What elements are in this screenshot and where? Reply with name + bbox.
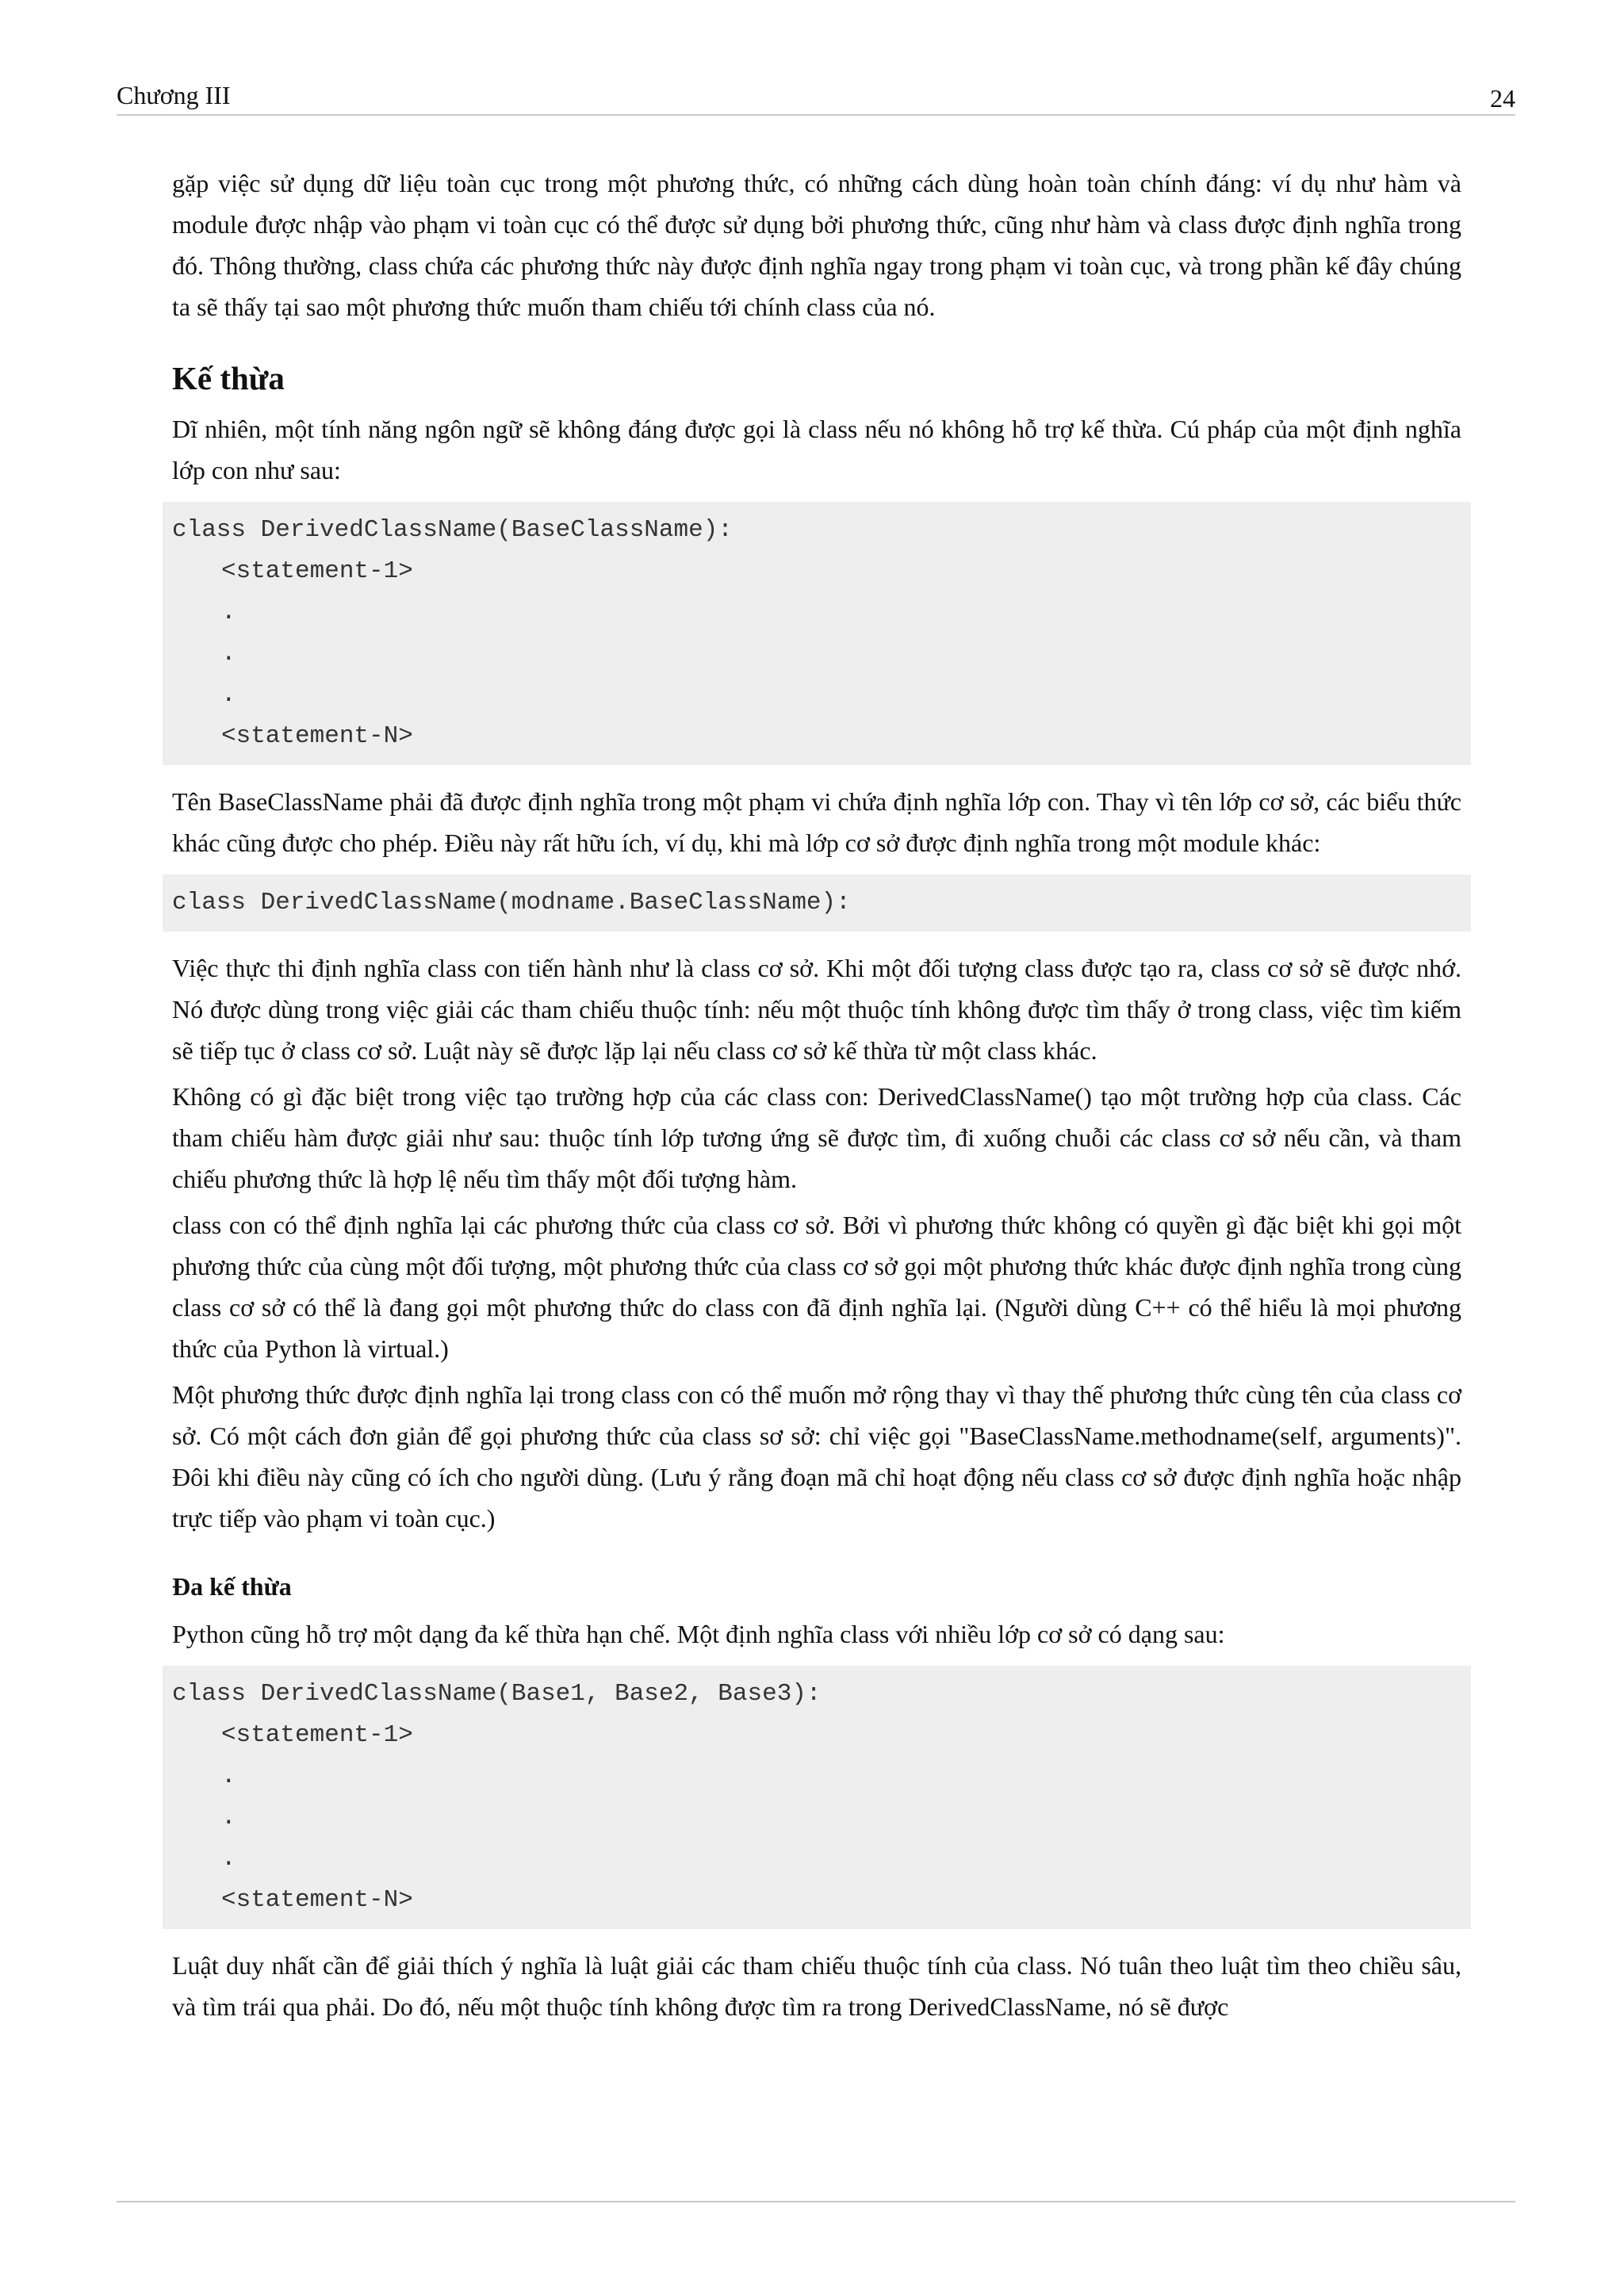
code-line: . [221, 599, 236, 626]
code-line: class DerivedClassName(modname.BaseClassName): [172, 889, 851, 916]
code-line: class DerivedClassName(BaseClassName): [172, 516, 733, 544]
code-line: . [221, 1804, 236, 1831]
section-heading-multiple-inheritance: Đa kế thừa [172, 1572, 292, 1601]
paragraph: Việc thực thi định nghĩa class con tiến hành như là class cơ sở. Khi một đối tượng class được tạo ra, class cơ sở sẽ được nhớ. Nó được dùng trong việc giải các tham chiếu thuộc tính: nếu một thuộc tính không được tìm thấy ở trong class, việc tìm kiếm sẽ tiếp tục ở class cơ sở. Luật này sẽ được lặp lại nếu class cơ sở kế thừa từ một class khác. [172, 954, 1461, 1065]
paragraph: Python cũng hỗ trợ một dạng đa kế thừa hạn chế. Một định nghĩa class với nhiều lớp cơ sở có dạng sau: [172, 1620, 1225, 1648]
code-line: . [221, 640, 236, 668]
paragraph: Luật duy nhất cần để giải thích ý nghĩa là luật giải các tham chiếu thuộc tính của class. Nó tuân theo luật tìm theo chiều sâu, và tìm trái qua phải. Do đó, nếu một thuộc tính không được tìm ra trong DerivedClassName, nó sẽ được [172, 1951, 1461, 2021]
code-line: <statement-N> [221, 722, 413, 750]
code-block-derived-class [163, 502, 1471, 765]
chapter-title: Chương III [117, 81, 231, 109]
page-number: 24 [1490, 84, 1515, 113]
paragraph: Tên BaseClassName phải đã được định nghĩa trong một phạm vi chứa định nghĩa lớp con. Thay vì tên lớp cơ sở, các biểu thức khác cũng được cho phép. Điều này rất hữu ích, ví dụ, khi mà lớp cơ sở được định nghĩa trong một module khác: [172, 787, 1461, 857]
footer-divider [117, 2201, 1515, 2202]
page-header [117, 76, 1515, 116]
code-line: . [221, 1762, 236, 1790]
section-heading-inheritance: Kế thừa [172, 360, 285, 396]
code-block-multiple-bases [163, 1666, 1471, 1929]
paragraph: class con có thể định nghĩa lại các phương thức của class cơ sở. Bởi vì phương thức không có quyền gì đặc biệt khi gọi một phương thức của cùng một đối tượng, một phương thức của class cơ sở gọi một phương thức khác được định nghĩa trong cùng class cơ sở có thể là đang gọi một phương thức do class con đã định nghĩa lại. (Người dùng C++ có thể hiểu là mọi phương thức của Python là virtual.) [172, 1211, 1461, 1363]
code-line: . [221, 681, 236, 709]
paragraph: Một phương thức được định nghĩa lại trong class con có thể muốn mở rộng thay vì thay thế phương thức cùng tên của class cơ sở. Có một cách đơn giản để gọi phương thức của class sơ sở: chỉ việc gọi "BaseClassName.methodname(self, arguments)". Đôi khi điều này cũng có ích cho người dùng. (Lưu ý rằng đoạn mã chỉ hoạt động nếu class cơ sở được định nghĩa hoặc nhập trực tiếp vào phạm vi toàn cục.) [172, 1380, 1461, 1533]
code-line: <statement-1> [221, 1721, 413, 1749]
code-line: <statement-N> [221, 1886, 413, 1914]
code-line: . [221, 1845, 236, 1873]
paragraph: Dĩ nhiên, một tính năng ngôn ngữ sẽ không đáng được gọi là class nếu nó không hỗ trợ kế thừa. Cú pháp của một định nghĩa lớp con như sau: [172, 415, 1461, 484]
code-line: class DerivedClassName(Base1, Base2, Base3): [172, 1680, 822, 1708]
page-content [172, 163, 1461, 2032]
code-line: <statement-1> [221, 557, 413, 585]
code-block-modname [163, 874, 1471, 932]
paragraph: Không có gì đặc biệt trong việc tạo trường hợp của các class con: DerivedClassName() tạo một trường hợp của class. Các tham chiếu hàm được giải như sau: thuộc tính lớp tương ứng sẽ được tìm, đi xuống chuỗi các class cơ sở nếu cần, và tham chiếu phương thức là hợp lệ nếu tìm thấy một đối tượng hàm. [172, 1082, 1461, 1193]
intro-paragraph: gặp việc sử dụng dữ liệu toàn cục trong một phương thức, có những cách dùng hoàn toàn chính đáng: ví dụ như hàm và module được nhập vào phạm vi toàn cục có thể được sử dụng bởi phương thức, cũng như hàm và class được định nghĩa trong đó. Thông thường, class chứa các phương thức này được định nghĩa ngay trong phạm vi toàn cục, và trong phần kế đây chúng ta sẽ thấy tại sao một phương thức muốn tham chiếu tới chính class của nó. [172, 169, 1461, 321]
